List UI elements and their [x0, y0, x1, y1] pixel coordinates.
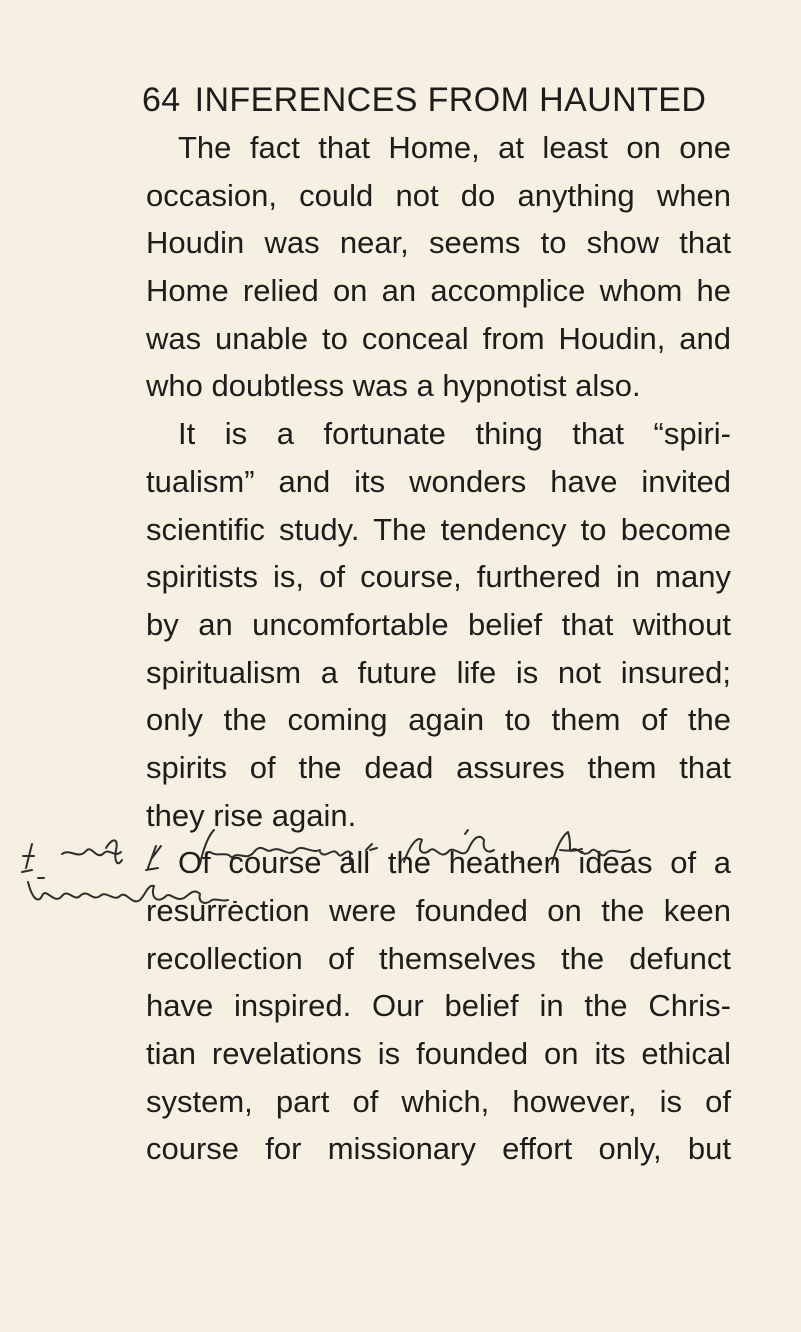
running-title: INFERENCES FROM HAUNTED	[194, 81, 707, 119]
text-line: who doubtless was a hypnotist also.	[146, 368, 641, 404]
text-line: occasion, could not do anything when	[146, 177, 731, 213]
handwritten-annotation	[20, 820, 800, 910]
text-line: Home relied on an accomplice whom he	[146, 273, 731, 309]
text-line: spiritists is, of course, furthered in many	[146, 559, 731, 595]
text-line: recollection of themselves the defunct	[146, 940, 731, 976]
page-number: 64	[142, 81, 181, 119]
text-line: system, part of which, however, is of	[146, 1083, 731, 1119]
text-line: The fact that Home, at least on one	[178, 130, 731, 165]
text-line: have inspired. Our belief in the Chris-	[146, 988, 731, 1024]
text-line: spiritualism a future life is not insured;	[146, 654, 731, 690]
text-line: by an uncomfortable belief that without	[146, 606, 731, 642]
text-line: resurrection were founded on the keen	[146, 893, 731, 928]
text-line: they rise again.	[146, 797, 357, 833]
handwriting-scribble	[20, 820, 800, 910]
text-line: spirits of the dead assures them that	[146, 749, 731, 785]
text-line: only the coming again to them of the	[146, 702, 731, 738]
text-line: Houdin was near, seems to show that	[146, 225, 731, 261]
text-line: It is a fortunate thing that “spiri-	[178, 416, 731, 452]
text-line: was unable to conceal from Houdin, and	[146, 320, 731, 356]
text-line: scientific study. The tendency to become	[146, 511, 731, 547]
running-header	[142, 78, 707, 122]
text-line: course for missionary effort only, but	[146, 1131, 731, 1167]
body-text	[146, 124, 731, 1173]
text-line: tian revelations is founded on its ethical	[146, 1036, 731, 1072]
text-line: tualism” and its wonders have invited	[146, 463, 731, 499]
text-line: Of course all the heathen ideas of a	[178, 845, 731, 881]
